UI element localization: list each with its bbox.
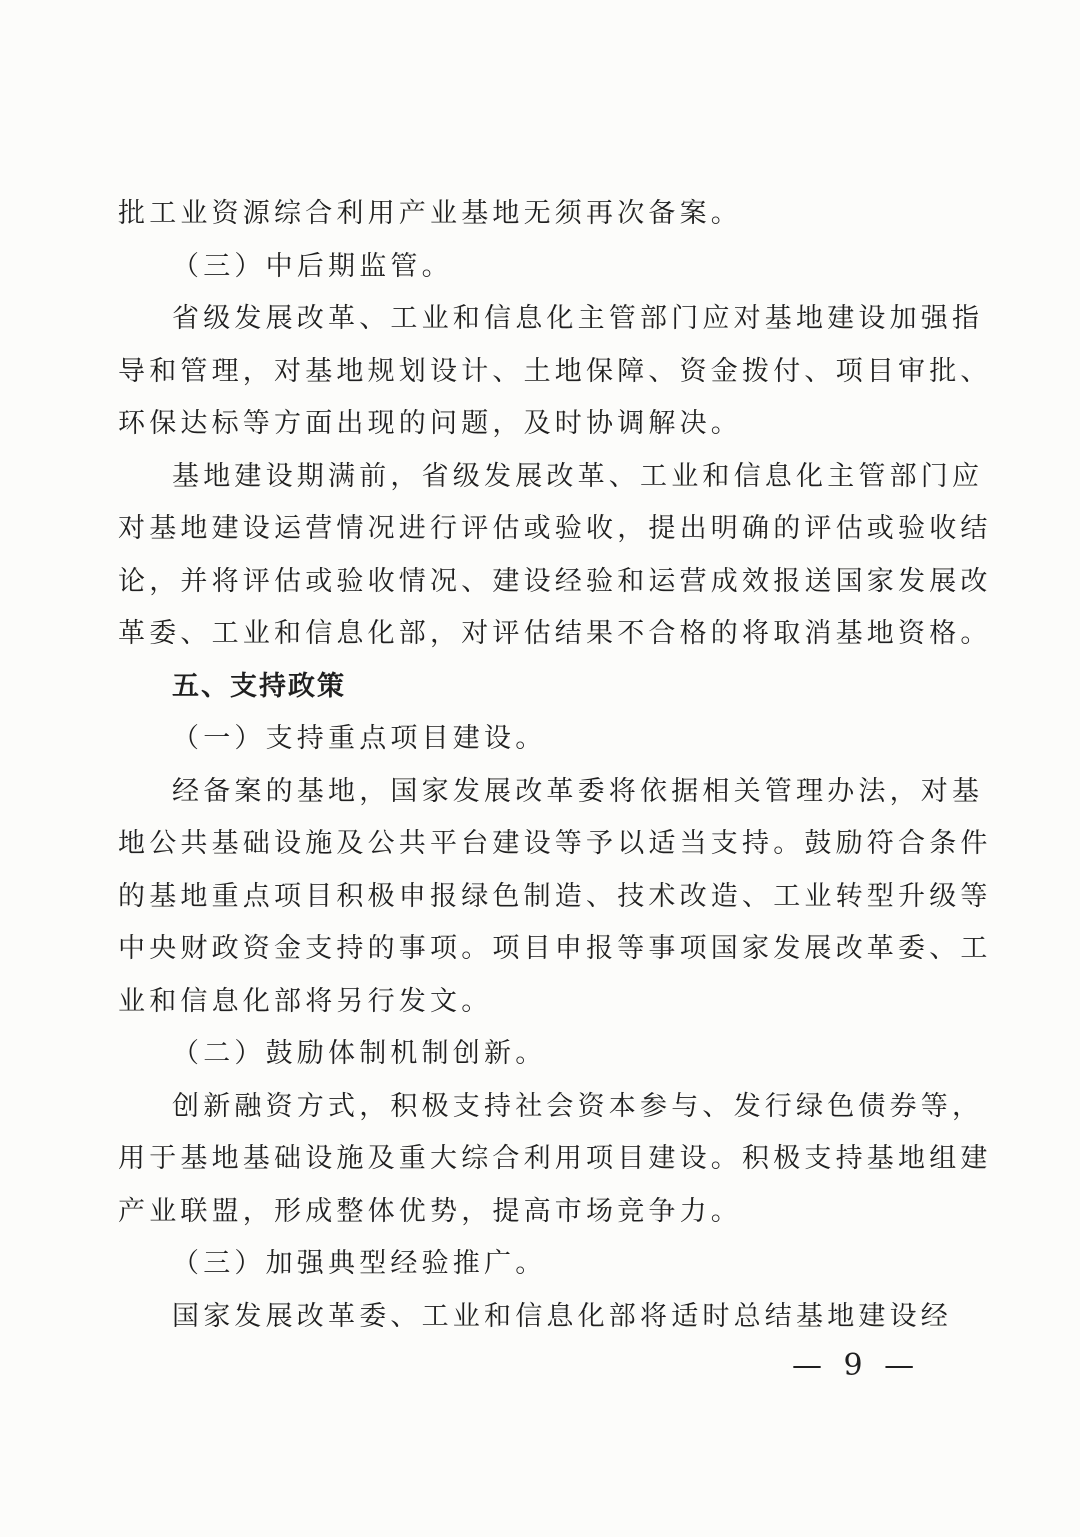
text-line: 创新融资方式，积极支持社会资本参与、发行绿色债券等，	[172, 1090, 984, 1122]
text-line: 对基地建设运营情况进行评估或验收，提出明确的评估或验收结	[118, 513, 992, 544]
subsection-heading: （二）鼓励体制机制创新。	[172, 1038, 547, 1069]
text-line: 地公共基础设施及公共平台建设等予以适当支持。鼓励符合条件	[118, 828, 992, 859]
text-line: 省级发展改革、工业和信息化主管部门应对基地建设加强指	[172, 303, 984, 334]
text-line: 业和信息化部将另行发文。	[118, 985, 493, 1017]
text-line: 论，并将评估或验收情况、建设经验和运营成效报送国家发展改	[118, 565, 992, 597]
text-line: 革委、工业和信息化部，对评估结果不合格的将取消基地资格。	[118, 618, 992, 649]
text-line: 国家发展改革委、工业和信息化部将适时总结基地建设经	[172, 1300, 952, 1332]
text-line: 环保达标等方面出现的问题，及时协调解决。	[118, 408, 742, 439]
subsection-heading: （一）支持重点项目建设。	[172, 723, 547, 754]
text-line: 导和管理，对基地规划设计、土地保障、资金拨付、项目审批、	[118, 355, 992, 387]
subsection-heading: （三）加强典型经验推广。	[172, 1248, 547, 1279]
text-line: 产业联盟，形成整体优势，提高市场竞争力。	[118, 1195, 742, 1227]
text-line: 中央财政资金支持的事项。项目申报等事项国家发展改革委、工	[118, 933, 992, 964]
text-line: 批工业资源综合利用产业基地无须再次备案。	[118, 198, 742, 229]
body-text	[118, 188, 992, 1343]
subsection-heading: （三）中后期监管。	[172, 250, 453, 282]
section-heading: 五、支持政策	[172, 670, 346, 702]
text-line: 基地建设期满前，省级发展改革、工业和信息化主管部门应	[172, 460, 984, 492]
text-line: 经备案的基地，国家发展改革委将依据相关管理办法，对基	[172, 775, 984, 807]
text-line: 用于基地基础设施及重大综合利用项目建设。积极支持基地组建	[118, 1143, 992, 1174]
page-number: — 9 —	[792, 1348, 921, 1383]
text-line: 的基地重点项目积极申报绿色制造、技术改造、工业转型升级等	[118, 880, 992, 912]
